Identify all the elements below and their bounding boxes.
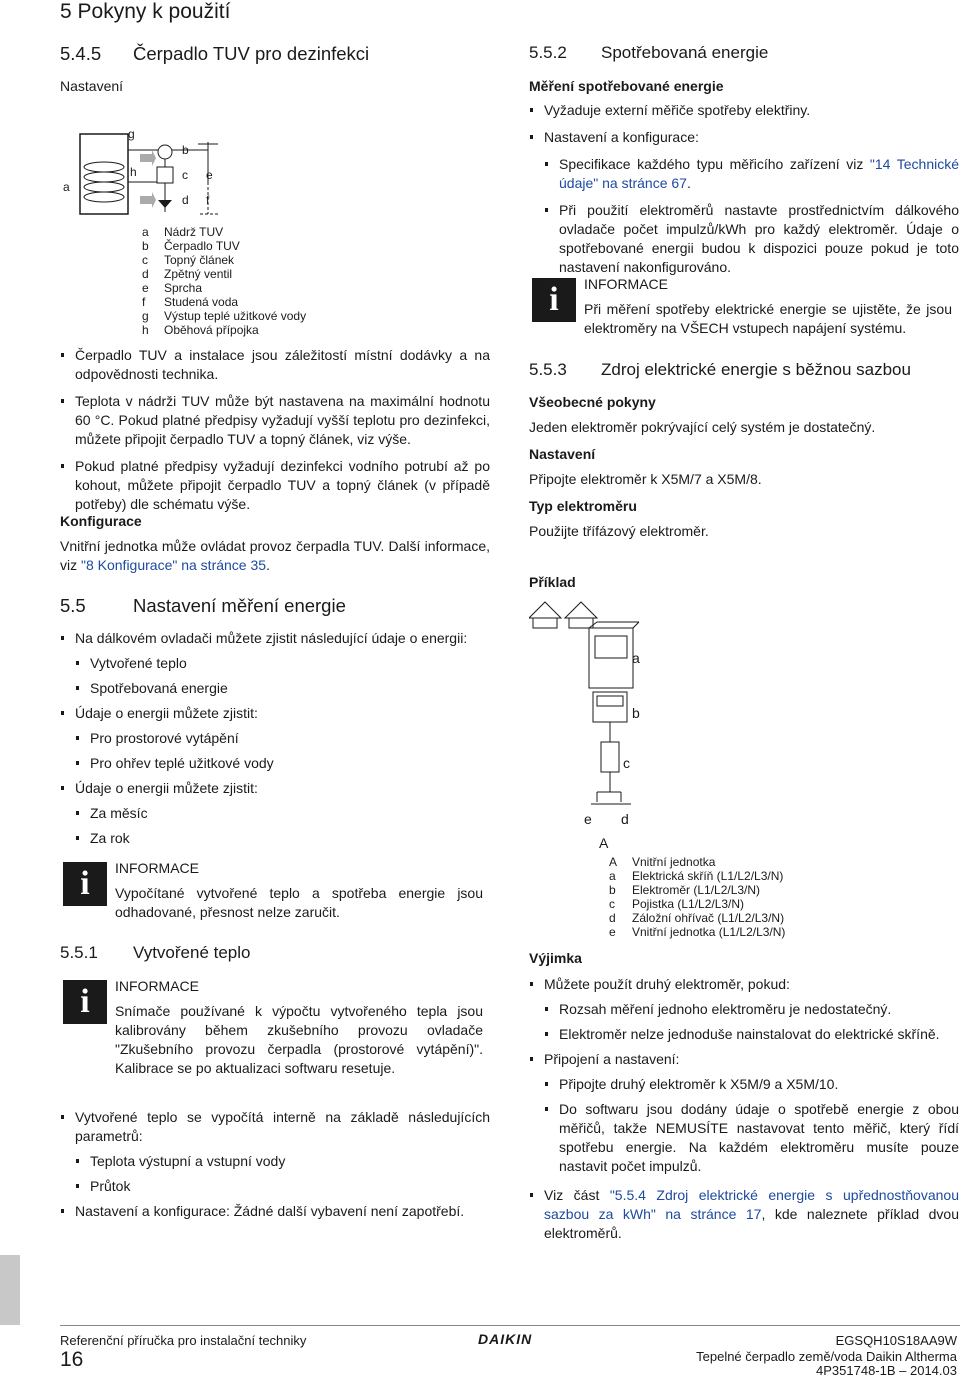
- list-item: Vytvořené teplo se vypočítá interně na základě následujících parametrů:: [60, 1108, 490, 1146]
- list-item: Spotřebovaná energie: [75, 679, 490, 698]
- list-item: Připojte druhý elektroměr k X5M/9 a X5M/10.: [544, 1075, 959, 1094]
- subheading-typ: Typ elektroměru: [529, 498, 637, 514]
- legend-value: Výstup teplé užitkové vody: [164, 309, 307, 323]
- footer-product: Tepelné čerpadlo země/voda Daikin Altherma: [696, 1349, 957, 1364]
- legend-key: a: [142, 225, 149, 239]
- list-item: Připojení a nastavení:: [529, 1050, 959, 1069]
- section-55-title: Nastavení měření energie: [133, 595, 346, 616]
- list-item: Můžete použít druhý elektroměr, pokud:: [529, 975, 959, 994]
- info-box: [63, 862, 483, 922]
- diagram-label-b: b: [182, 143, 189, 157]
- legend-key: d: [142, 267, 149, 281]
- list-item: Nastavení a konfigurace:: [529, 128, 959, 147]
- footer-page-number: 16: [60, 1348, 84, 1371]
- subheading-konfigurace: Konfigurace: [60, 513, 142, 529]
- legend-key: A: [609, 855, 618, 869]
- list-item: Údaje o energii můžete zjistit:: [60, 704, 490, 723]
- list-item: Údaje o energii můžete zjistit:: [60, 779, 490, 798]
- list-item: Za měsíc: [75, 804, 490, 823]
- list-item: Průtok: [75, 1177, 490, 1196]
- legend-key: d: [609, 911, 616, 925]
- page-edge-marker: [0, 1255, 20, 1325]
- legend-key: e: [609, 925, 616, 939]
- section-552-number: 5.5.2: [529, 43, 567, 62]
- diagram-label-c: c: [182, 168, 188, 182]
- meter-label-A: A: [599, 835, 609, 851]
- info-text: Při měření spotřeby elektrické energie se ujistěte, že jsou elektroměry na VŠECH vstupech napájení systému.: [584, 301, 952, 336]
- list-item: Čerpadlo TUV a instalace jsou záležitostí místní dodávky a na odpovědnosti technika.: [60, 346, 490, 384]
- section-551-title: Vytvořené teplo: [133, 943, 251, 962]
- section-553-title: Zdroj elektrické energie s běžnou sazbou: [601, 360, 911, 379]
- diagram-label-f: f: [206, 193, 210, 207]
- legend-key: h: [142, 323, 149, 337]
- legend-value: Elektrická skříň (L1/L2/L3/N): [632, 869, 784, 883]
- subheading-nastaveni-right: Nastavení: [529, 446, 596, 462]
- footer-model: EGSQH10S18AA9W: [835, 1333, 957, 1348]
- nastaveni-text: Připojte elektroměr k X5M/7 a X5M/8.: [529, 471, 762, 487]
- legend-value: Sprcha: [164, 281, 203, 295]
- list-item: Elektroměr nelze jednoduše nainstalovat do elektrické skříně.: [544, 1025, 959, 1044]
- list-item: Na dálkovém ovladači můžete zjistit následující údaje o energii:: [60, 629, 490, 648]
- info-icon: i: [532, 278, 576, 322]
- list-item: Viz část "5.5.4 Zdroj elektrické energie s upřednostňovanou sazbou za kWh" na stránce 17, kde naleznete příklad dvou elektroměrů.: [529, 1186, 959, 1243]
- info-text: Snímače používané k výpočtu vytvořeného tepla jsou kalibrovány během zkušebního provozu ovladače "Zkušebního provozu čerpadla (prostorové vytápění)". Kalibrace se po aktualizaci softwaru resetuje.: [115, 1003, 483, 1076]
- legend-value: Elektroměr (L1/L2/L3/N): [632, 883, 761, 897]
- legend-value: Zpětný ventil: [164, 267, 233, 281]
- subheading-vseobecne: Všeobecné pokyny: [529, 394, 656, 410]
- link-konfigurace[interactable]: "8 Konfigurace" na stránce 35: [81, 557, 267, 573]
- legend-value: Oběhová přípojka: [164, 323, 259, 337]
- list-item: Při použití elektroměrů nastavte prostřednictvím dálkového ovladače počet impulzů/kWh pro každý elektroměr. Údaje o spotřebované energii budou k dispozici pouze pokud je toto nastavení nakonfigurováno.: [544, 201, 959, 277]
- legend-value: Studená voda: [164, 295, 239, 309]
- subheading-priklad: Příklad: [529, 574, 576, 590]
- konfigurace-text: Vnitřní jednotka může ovládat provoz čerpadla TUV. Další informace, viz "8 Konfigurace" na stránce 35.: [60, 538, 490, 573]
- legend-value: Vnitřní jednotka: [632, 855, 716, 869]
- daikin-logo: DAIKIN: [478, 1331, 533, 1347]
- list-item: Teplota výstupní a vstupní vody: [75, 1152, 490, 1171]
- section-55-number: 5.5: [60, 595, 86, 616]
- meter-label-d: d: [621, 811, 629, 827]
- legend-value: Topný článek: [164, 253, 235, 267]
- diagram-label-a: a: [63, 180, 70, 194]
- subheading-mereni: Měření spotřebované energie: [529, 78, 724, 94]
- legend-key: a: [609, 869, 616, 883]
- list-item: Pokud platné předpisy vyžadují dezinfekci vodního potrubí až po kohout, můžete připojit čerpadlo TUV a topný článek (v případě potřeby) dle schématu výše.: [60, 457, 490, 514]
- chapter-title: 5 Pokyny k použití: [60, 0, 231, 23]
- info-box: [532, 278, 952, 338]
- info-title: INFORMACE: [115, 860, 199, 876]
- link-section-554[interactable]: "5.5.4 Zdroj elektrické energie s upřednostňovanou sazbou za kWh" na stránce 17: [544, 1187, 959, 1222]
- legend-key: f: [142, 295, 146, 309]
- dhw-pump-diagram: [60, 122, 230, 222]
- list-item: Nastavení a konfigurace: Žádné další vybavení není zapotřebí.: [60, 1202, 490, 1221]
- section-552-title: Spotřebovaná energie: [601, 43, 769, 62]
- list-item: Specifikace každého typu měřicího zařízení viz "14 Technické údaje" na stránce 67.: [544, 155, 959, 193]
- vseobecne-text: Jeden elektroměr pokrývající celý systém je dostatečný.: [529, 419, 876, 435]
- meter-label-b: b: [632, 705, 640, 721]
- info-icon: i: [63, 862, 107, 906]
- list-item: Rozsah měření jednoho elektroměru je nedostatečný.: [544, 1000, 959, 1019]
- footer-divider: [60, 1325, 960, 1326]
- meter-label-c: c: [623, 755, 630, 771]
- footer-manual-title: Referenční příručka pro instalační techniky: [60, 1333, 307, 1348]
- info-icon: i: [63, 980, 107, 1024]
- legend-key: c: [609, 897, 615, 911]
- diagram-label-e: e: [206, 168, 213, 182]
- legend-key: g: [142, 309, 149, 323]
- info-box: [63, 980, 483, 1080]
- section-551-number: 5.5.1: [60, 943, 98, 962]
- info-text: Vypočítané vytvořené teplo a spotřeba energie jsou odhadované, přesnost nelze zaručit.: [115, 885, 483, 920]
- typ-text: Použijte třífázový elektroměr.: [529, 523, 709, 539]
- legend-value: Záložní ohřívač (L1/L2/L3/N): [632, 911, 785, 925]
- subheading-nastaveni: Nastavení: [60, 78, 124, 94]
- info-title: INFORMACE: [584, 276, 668, 292]
- section-545-title: Čerpadlo TUV pro dezinfekci: [133, 43, 370, 64]
- legend-key: c: [142, 253, 148, 267]
- legend-value: Vnitřní jednotka (L1/L2/L3/N): [632, 925, 786, 939]
- footer-code: 4P351748-1B – 2014.03: [816, 1363, 957, 1378]
- list-item: Teplota v nádrži TUV může být nastavena na maximální hodnotu 60 °C. Pokud platné předpisy vyžadují vyšší teplotu pro dezinfekci, můžete připojit čerpadlo TUV a topný článek, viz výše.: [60, 392, 490, 449]
- subheading-vyjimka: Výjimka: [529, 950, 582, 966]
- list-item: Za rok: [75, 829, 490, 848]
- info-title: INFORMACE: [115, 978, 199, 994]
- meter-label-e: e: [584, 811, 592, 827]
- legend-key: b: [609, 883, 616, 897]
- list-item: Pro prostorové vytápění: [75, 729, 490, 748]
- diagram-label-h: h: [130, 165, 137, 179]
- diagram-label-d: d: [182, 193, 189, 207]
- legend-value: Nádrž TUV: [164, 225, 224, 239]
- legend-key: e: [142, 281, 149, 295]
- meter-label-a: a: [632, 650, 640, 666]
- legend-key: b: [142, 239, 149, 253]
- list-item: Vytvořené teplo: [75, 654, 490, 673]
- list-item: Vyžaduje externí měřiče spotřeby elektřiny.: [529, 101, 959, 120]
- meter-wiring-diagram: [529, 596, 649, 846]
- list-item: Do softwaru jsou dodány údaje o spotřebě energie z obou měřičů, takže NEMUSÍTE nastavovat tento měřič, který řídí spotřebu energie. Na každém elektroměru musíte pouze nastavit počet impulzů.: [544, 1100, 959, 1176]
- legend-value: Čerpadlo TUV: [164, 239, 240, 253]
- list-item: Pro ohřev teplé užitkové vody: [75, 754, 490, 773]
- section-553-number: 5.5.3: [529, 360, 567, 379]
- legend-value: Pojistka (L1/L2/L3/N): [632, 897, 745, 911]
- link-technicke-udaje[interactable]: "14 Technické údaje" na stránce 67: [559, 156, 960, 191]
- section-545-number: 5.4.5: [60, 43, 102, 64]
- diagram-label-g: g: [128, 127, 135, 141]
